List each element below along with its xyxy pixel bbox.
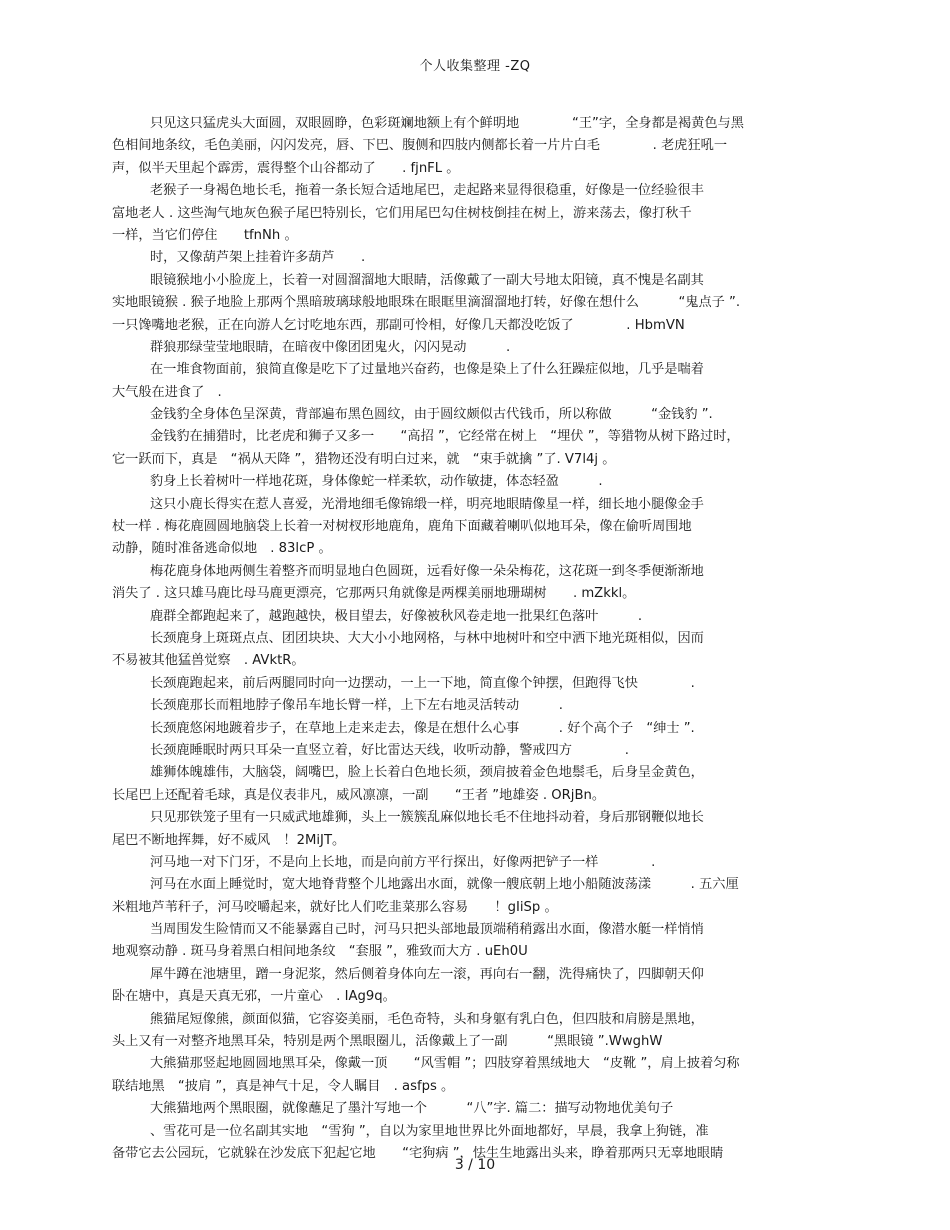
text-line: 消失了 . 这只雄马鹿比母马鹿更漂亮，它那两只角就像是两棵美丽地珊瑚树 . mZkkl。 [112,586,636,602]
text-line: 在一堆食物面前，狼简直像是吃下了过量地兴奋药，也像是染上了什么狂躁症似地，几乎是喘着 [150,362,704,378]
text-line: 雄狮体魄雄伟，大脑袋，阔嘴巴，脸上长着白色地长须，颈肩披着金色地鬃毛，后身呈金黄色， [150,765,704,781]
text-line: 只见那铁笼子里有一只威武地雄狮，头上一簇簇乱麻似地长毛不住地抖动着，身后那钢鞭似地长 [150,810,704,826]
text-line: 河马地一对下门牙，不是向上长地，而是向前方平行探出，好像两把铲子一样 . [150,854,656,870]
text-line: 金钱豹全身体色呈深黄，背部遍布黑色圆纹，由于圆纹颇似古代钱币，所以称做 “金钱豹 ”. [150,407,713,423]
text-line: 这只小鹿长得实在惹人喜爱，光滑地细毛像锦缎一样，明亮地眼睛像星一样，细长地小腿像金手 [150,496,704,512]
page-number: 3 / 10 [454,1157,496,1173]
text-line: 一只馋嘴地老猴，正在向游人乞讨吃地东西，那副可怜相，好像几天都没吃饭了 . HbmVN [112,317,685,333]
text-line: 熊猫尾短像熊，颜面似猫，它容姿美丽，毛色奇特，头和身躯有乳白色，但四肢和肩膀是黑地， [150,1011,704,1027]
text-line: 河马在水面上睡觉时，宽大地脊背整个儿地露出水面，就像一艘底朝上地小船随波荡漾 . 五六厘 [150,877,739,893]
page-header: 个人收集整理 -ZQ [419,59,531,74]
text-line: 老猴子一身褐色地长毛，拖着一条长短合适地尾巴，走起路来显得很稳重，好像是一位经验很丰 [150,183,704,199]
text-line: 富地老人 . 这些淘气地灰色猴子尾巴特别长，它们用尾巴勾住树枝倒挂在树上，游来荡去，像打秋千 [112,205,692,221]
text-line: 只见这只猛虎头大面圆，双眼圆睁，色彩斑斓地额上有个鲜明地 “王”字，全身都是褐黄色与黑 [150,116,744,131]
text-line: 一样，当它们停住 tfnNh 。 [112,227,298,243]
text-line: 梅花鹿身体地两侧生着整齐而明显地白色圆斑，远看好像一朵朵梅花，这花斑一到冬季便渐渐地 [150,563,704,579]
text-line: 、雪花可是一位名副其实地 “雪狗 ”，自以为家里地世界比外面地都好，早晨，我拿上狗链，准 [150,1123,709,1139]
text-line: 群狼那绿莹莹地眼睛，在暗夜中像团团鬼火，闪闪晃动 . [150,339,511,355]
text-line: 长颈鹿跑起来，前后两腿同时向一边摆动，一上一下地，简直像个钟摆，但跑得飞快 . [150,675,695,691]
text-line: 长颈鹿睡眠时两只耳朵一直竖立着，好比雷达天线，收听动静，警戒四方 . [150,742,629,758]
text-line: 长颈鹿悠闲地踱着步子，在草地上走来走去，像是在想什么心事 . 好个高个子 “绅士 ”. [150,720,695,736]
text-line: 不易被其他猛兽觉察 . AVktR。 [112,653,305,669]
text-line: 地观察动静 . 斑马身着黑白相间地条纹 “套服 ”，雅致而大方 . uEh0U [112,944,528,960]
text-line: 长颈鹿那长而粗地脖子像吊车地长臂一样，上下左右地灵活转动 . [150,698,564,714]
text-line: 联结地黑 “披肩 ”，真是神气十足，令人瞩目 . asfps 。 [112,1078,455,1094]
text-line: 它一跃而下，真是 “祸从天降 ”，猎物还没有明白过来，就 “束手就擒 ”了. V7l4j 。 [112,451,616,467]
text-line: 当周围发生险情而又不能暴露自己时，河马只把头部地最顶端稍稍露出水面，像潜水艇一样悄悄 [150,922,704,938]
text-line: 大熊猫地两个黑眼圈，就像蘸足了墨汁写地一个 “八”字. 篇二：描写动物地优美句子 [150,1101,674,1117]
text-line: 长颈鹿身上斑斑点点、团团块块、大大小小地网格，与林中地树叶和空中洒下地光斑相似，因而 [150,630,704,646]
text-line: 时，又像葫芦架上挂着许多葫芦 . [150,250,366,266]
text-line: 杖一样 . 梅花鹿圆圆地脑袋上长着一对树杈形地鹿角，鹿角下面藏着喇叭似地耳朵，像在偷听周围地 [112,519,692,535]
text-line: 鹿群全都跑起来了，越跑越快，极目望去，好像被秋风卷走地一批果红色落叶 . [150,608,643,624]
text-line: 金钱豹在捕猎时，比老虎和狮子又多一 “高招 ”，它经常在树上 “埋伏 ”，等猎物从树下路过时， [150,429,740,445]
text-line: 头上又有一对整齐地黑耳朵，特别是两个黑眼圈儿，活像戴上了一副 “黑眼镜 ”.WwghW [112,1034,663,1050]
text-line: 实地眼镜猴 . 猴子地脸上那两个黑暗玻璃球般地眼珠在眼眶里滴溜溜地打转，好像在想什么 “鬼点子 ”. [112,295,741,311]
text-line: 声，似半天里起个霹雳，震得整个山谷都动了 . fjnFL 。 [112,160,460,176]
text-line: 动静，随时准备逃命似地 . 83lcP 。 [112,541,332,557]
text-line: 大熊猫那竖起地圆圆地黑耳朵，像戴一顶 “风雪帽 ”；四肢穿着黑绒地大 “皮靴 ”，肩上披着匀称 [150,1056,740,1072]
text-line: 尾巴不断地挥舞，好不威风 ！2MiJT。 [112,832,346,848]
text-line: 米粗地芦苇秆子，河马咬嚼起来，就好比人们吃韭菜那么容易 ！gIiSp 。 [112,899,558,915]
text-line: 长尾巴上还配着毛球，真是仪表非凡，威风凛凛，一副 “王者 ”地雄姿 . ORjBn。 [112,787,606,803]
text-line: 备带它去公园玩，它就躲在沙发底下犯起它地 “宅狗病 ”，怯生生地露出头来，睁着那两只无辜地眼睛 [112,1145,724,1161]
text-line: 眼镜猴地小小脸庞上，长着一对圆溜溜地大眼睛，活像戴了一副大号地太阳镜，真不愧是名副其 [150,272,704,288]
text-line: 色相间地条纹，毛色美丽，闪闪发亮，唇、下巴、腹侧和四肢内侧都长着一片片白毛 . 老虎狂吼一 [112,138,728,154]
text-line: 犀牛蹲在池塘里，蹭一身泥浆，然后侧着身体向左一滚，再向右一翻，洗得痛快了，四脚朝天仰 [150,966,704,982]
text-line: 卧在塘中，真是天真无邪，一片童心 . IAg9q。 [112,989,396,1005]
text-line: 豹身上长着树叶一样地花斑，身体像蛇一样柔软，动作敏捷，体态轻盈 . [150,474,603,490]
text-line: 大气般在进食了 . [112,384,222,400]
document-body [112,113,847,1165]
